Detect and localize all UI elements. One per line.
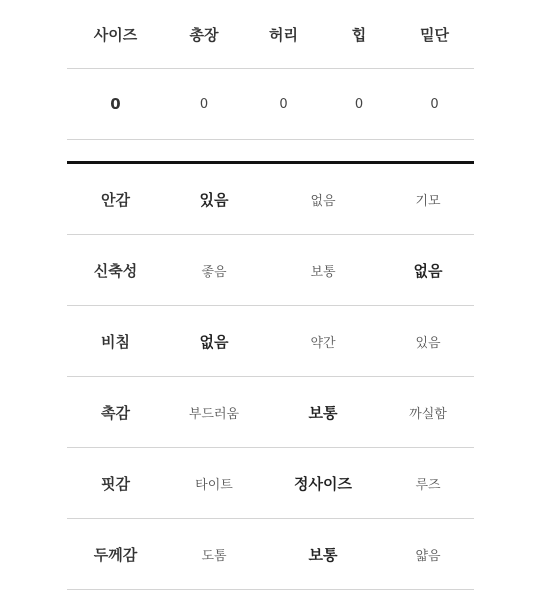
attribute-option: 약간 (310, 335, 336, 351)
attribute-option: 까실함 (409, 406, 447, 422)
value-hip: 0 (354, 96, 364, 112)
attribute-row-texture (67, 377, 474, 448)
attribute-label: 두께감 (93, 545, 138, 564)
attribute-row-sheerness (67, 306, 474, 377)
attribute-option: 보통 (308, 403, 338, 422)
header-total-length: 총장 (189, 25, 219, 44)
attribute-option: 있음 (199, 190, 229, 209)
attribute-option: 부드러움 (188, 406, 240, 422)
header-hip: 힙 (351, 25, 367, 44)
header-size: 사이즈 (93, 25, 138, 44)
attribute-option: 정사이즈 (294, 474, 352, 493)
attribute-label: 핏감 (101, 474, 130, 493)
attribute-row-lining (67, 164, 474, 235)
attribute-label: 신축성 (93, 261, 138, 280)
attribute-row-stretch (67, 235, 474, 306)
size-table-header-row (67, 0, 474, 69)
size-table-row (67, 69, 474, 140)
header-waist: 허리 (269, 25, 298, 44)
value-total-length: 0 (199, 96, 209, 112)
attribute-option: 없음 (310, 193, 336, 209)
attribute-row-thickness (67, 519, 474, 590)
attribute-option: 좋음 (201, 264, 227, 280)
attribute-row-fit (67, 448, 474, 519)
attribute-option: 도톰 (201, 548, 227, 564)
value-size: 0 (110, 95, 121, 113)
fabric-attribute-table (67, 164, 474, 590)
value-waist: 0 (279, 96, 288, 112)
attribute-option: 보통 (310, 264, 336, 280)
header-hem: 밑단 (420, 25, 449, 44)
attribute-option: 보통 (308, 545, 338, 564)
attribute-option: 없음 (413, 261, 443, 280)
attribute-option: 얇음 (415, 548, 441, 564)
size-table (67, 0, 474, 140)
value-hem: 0 (430, 96, 439, 112)
attribute-label: 안감 (101, 190, 130, 209)
attribute-option: 없음 (199, 332, 229, 351)
product-size-info (67, 0, 474, 590)
attribute-label: 촉감 (101, 403, 130, 422)
attribute-option: 있음 (415, 335, 441, 351)
attribute-option: 기모 (415, 193, 441, 209)
attribute-label: 비침 (101, 332, 130, 351)
attribute-option: 루즈 (415, 477, 441, 493)
attribute-option: 타이트 (195, 477, 233, 493)
